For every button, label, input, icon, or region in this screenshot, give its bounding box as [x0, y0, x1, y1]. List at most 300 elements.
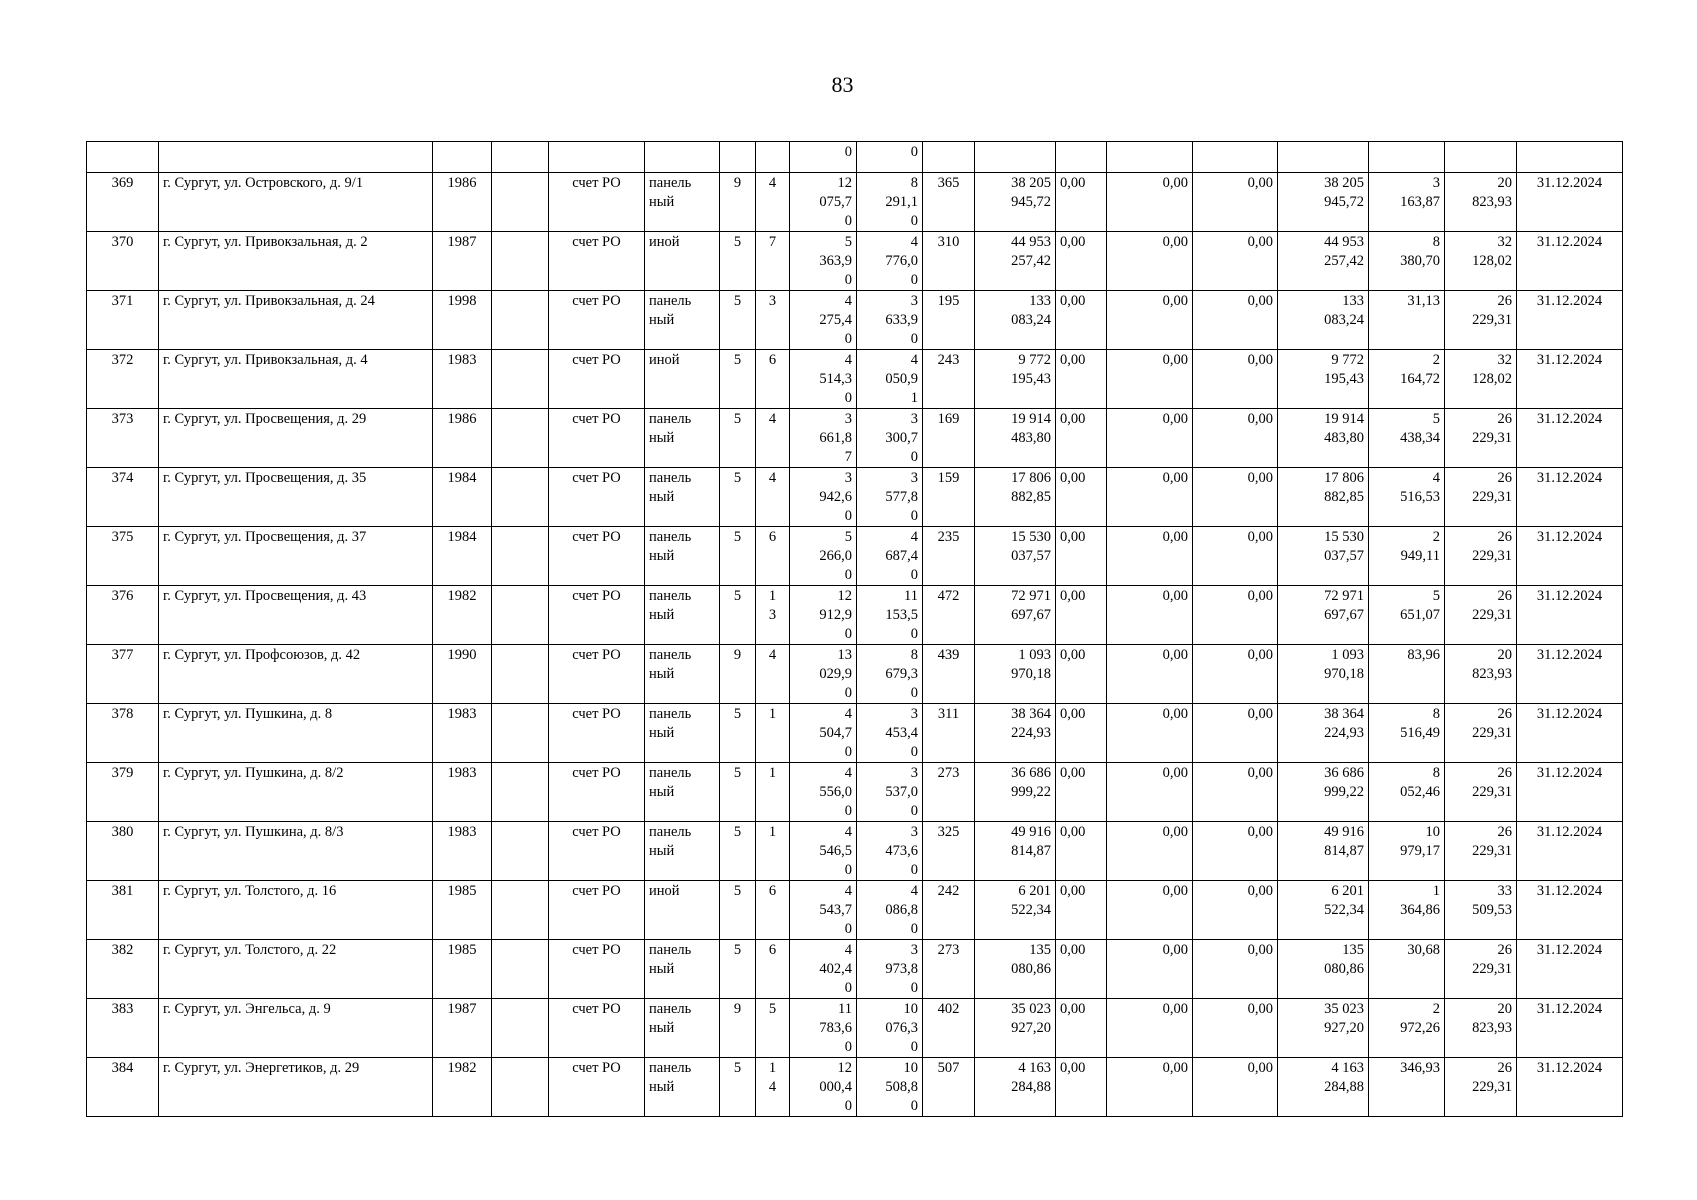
local-funds-cell: 0,00	[1193, 999, 1278, 1058]
floors-cell: 5	[720, 468, 756, 527]
entrances-cell: 6	[756, 527, 790, 586]
deadline-cell: 31.12.2024	[1517, 881, 1623, 940]
fund-method-cell: счет РО	[549, 822, 645, 881]
living-area-cell: 4 050,9 1	[857, 350, 923, 409]
entrances-cell: 6	[756, 881, 790, 940]
cost-per-sqm-cell: 5 438,34	[1369, 409, 1445, 468]
year-built-cell: 1986	[433, 409, 492, 468]
regional-funds-cell: 0,00	[1107, 763, 1193, 822]
blank-cell	[492, 645, 549, 704]
cost-per-sqm-cell: 30,68	[1369, 940, 1445, 999]
total-cost-cell: 19 914 483,80	[975, 409, 1056, 468]
deadline-cell: 31.12.2024	[1517, 704, 1623, 763]
total-area-cell: 4 514,3 0	[790, 350, 857, 409]
wall-material-cell: панель ный	[645, 704, 720, 763]
blank-cell	[492, 409, 549, 468]
federal-funds-cell: 0,00	[1056, 409, 1107, 468]
blank-cell	[492, 999, 549, 1058]
max-cost-cell: 33 509,53	[1445, 881, 1517, 940]
address-cell: г. Сургут, ул. Просвещения, д. 43	[159, 586, 433, 645]
cost-per-sqm-cell: 8 516,49	[1369, 704, 1445, 763]
federal-funds-cell: 0,00	[1056, 173, 1107, 232]
deadline-cell: 31.12.2024	[1517, 999, 1623, 1058]
owner-funds-cell	[1278, 142, 1369, 173]
wall-material-cell: панель ный	[645, 527, 720, 586]
year-built-cell: 1985	[433, 940, 492, 999]
floors-cell: 5	[720, 350, 756, 409]
local-funds-cell: 0,00	[1193, 1058, 1278, 1117]
year-built-cell: 1983	[433, 763, 492, 822]
year-built-cell: 1983	[433, 704, 492, 763]
max-cost-cell: 26 229,31	[1445, 586, 1517, 645]
regional-funds-cell: 0,00	[1107, 704, 1193, 763]
table-row	[87, 173, 1623, 232]
living-area-cell: 4 086,8 0	[857, 881, 923, 940]
regional-funds-cell: 0,00	[1107, 409, 1193, 468]
blank-cell	[492, 940, 549, 999]
total-area-cell: 12 075,7 0	[790, 173, 857, 232]
living-area-cell: 3 453,4 0	[857, 704, 923, 763]
address-cell	[159, 142, 433, 173]
total-cost-cell: 72 971 697,67	[975, 586, 1056, 645]
deadline-cell: 31.12.2024	[1517, 291, 1623, 350]
entrances-cell: 1	[756, 822, 790, 881]
living-area-cell: 8 291,1 0	[857, 173, 923, 232]
local-funds-cell: 0,00	[1193, 350, 1278, 409]
max-cost-cell: 32 128,02	[1445, 232, 1517, 291]
floors-cell: 5	[720, 940, 756, 999]
living-area-cell: 10 076,3 0	[857, 999, 923, 1058]
address-cell: г. Сургут, ул. Пушкина, д. 8/2	[159, 763, 433, 822]
federal-funds-cell: 0,00	[1056, 940, 1107, 999]
owner-funds-cell: 6 201 522,34	[1278, 881, 1369, 940]
total-area-cell: 4 275,4 0	[790, 291, 857, 350]
address-cell: г. Сургут, ул. Профсоюзов, д. 42	[159, 645, 433, 704]
living-area-cell: 3 537,0 0	[857, 763, 923, 822]
total-cost-cell: 133 083,24	[975, 291, 1056, 350]
regional-funds-cell: 0,00	[1107, 881, 1193, 940]
residents-cell: 311	[923, 704, 975, 763]
total-area-cell: 0	[790, 142, 857, 173]
table-row	[87, 704, 1623, 763]
row-number-cell	[87, 142, 159, 173]
local-funds-cell	[1193, 142, 1278, 173]
row-number-cell: 382	[87, 940, 159, 999]
row-number-cell: 373	[87, 409, 159, 468]
wall-material-cell: панель ный	[645, 940, 720, 999]
blank-cell	[492, 763, 549, 822]
cost-per-sqm-cell: 1 364,86	[1369, 881, 1445, 940]
total-area-cell: 4 543,7 0	[790, 881, 857, 940]
owner-funds-cell: 35 023 927,20	[1278, 999, 1369, 1058]
local-funds-cell: 0,00	[1193, 645, 1278, 704]
regional-funds-cell: 0,00	[1107, 645, 1193, 704]
row-number-cell: 384	[87, 1058, 159, 1117]
max-cost-cell: 26 229,31	[1445, 409, 1517, 468]
wall-material-cell: панель ный	[645, 468, 720, 527]
wall-material-cell	[645, 142, 720, 173]
fund-method-cell: счет РО	[549, 232, 645, 291]
table-row	[87, 350, 1623, 409]
row-number-cell: 375	[87, 527, 159, 586]
living-area-cell: 0	[857, 142, 923, 173]
max-cost-cell: 20 823,93	[1445, 173, 1517, 232]
residents-cell: 235	[923, 527, 975, 586]
owner-funds-cell: 15 530 037,57	[1278, 527, 1369, 586]
regional-funds-cell: 0,00	[1107, 173, 1193, 232]
deadline-cell: 31.12.2024	[1517, 350, 1623, 409]
deadline-cell: 31.12.2024	[1517, 940, 1623, 999]
entrances-cell: 5	[756, 999, 790, 1058]
total-area-cell: 5 363,9 0	[790, 232, 857, 291]
fund-method-cell: счет РО	[549, 350, 645, 409]
total-cost-cell: 35 023 927,20	[975, 999, 1056, 1058]
table-row	[87, 468, 1623, 527]
floors-cell: 5	[720, 291, 756, 350]
entrances-cell: 1	[756, 763, 790, 822]
total-area-cell: 13 029,9 0	[790, 645, 857, 704]
regional-funds-cell: 0,00	[1107, 291, 1193, 350]
floors-cell: 5	[720, 822, 756, 881]
cost-per-sqm-cell: 2 949,11	[1369, 527, 1445, 586]
total-cost-cell: 6 201 522,34	[975, 881, 1056, 940]
total-area-cell: 4 402,4 0	[790, 940, 857, 999]
floors-cell	[720, 142, 756, 173]
entrances-cell: 4	[756, 173, 790, 232]
owner-funds-cell: 17 806 882,85	[1278, 468, 1369, 527]
owner-funds-cell: 36 686 999,22	[1278, 763, 1369, 822]
total-cost-cell: 135 080,86	[975, 940, 1056, 999]
fund-method-cell: счет РО	[549, 468, 645, 527]
blank-cell	[492, 881, 549, 940]
owner-funds-cell: 72 971 697,67	[1278, 586, 1369, 645]
row-number-cell: 379	[87, 763, 159, 822]
max-cost-cell: 32 128,02	[1445, 350, 1517, 409]
deadline-cell: 31.12.2024	[1517, 586, 1623, 645]
row-number-cell: 377	[87, 645, 159, 704]
row-number-cell: 378	[87, 704, 159, 763]
blank-cell	[492, 822, 549, 881]
wall-material-cell: иной	[645, 881, 720, 940]
total-area-cell: 3 661,8 7	[790, 409, 857, 468]
residents-cell: 472	[923, 586, 975, 645]
table-row	[87, 586, 1623, 645]
fund-method-cell: счет РО	[549, 173, 645, 232]
table-row	[87, 527, 1623, 586]
table-row	[87, 232, 1623, 291]
federal-funds-cell: 0,00	[1056, 468, 1107, 527]
year-built-cell: 1987	[433, 999, 492, 1058]
local-funds-cell: 0,00	[1193, 232, 1278, 291]
row-number-cell: 371	[87, 291, 159, 350]
residents-cell: 273	[923, 940, 975, 999]
federal-funds-cell: 0,00	[1056, 1058, 1107, 1117]
owner-funds-cell: 38 364 224,93	[1278, 704, 1369, 763]
floors-cell: 9	[720, 999, 756, 1058]
blank-cell	[492, 232, 549, 291]
year-built-cell: 1998	[433, 291, 492, 350]
federal-funds-cell	[1056, 142, 1107, 173]
blank-cell	[492, 468, 549, 527]
deadline-cell: 31.12.2024	[1517, 527, 1623, 586]
wall-material-cell: иной	[645, 350, 720, 409]
regional-funds-cell: 0,00	[1107, 940, 1193, 999]
owner-funds-cell: 9 772 195,43	[1278, 350, 1369, 409]
fund-method-cell: счет РО	[549, 763, 645, 822]
residents-cell: 159	[923, 468, 975, 527]
owner-funds-cell: 38 205 945,72	[1278, 173, 1369, 232]
living-area-cell: 10 508,8 0	[857, 1058, 923, 1117]
local-funds-cell: 0,00	[1193, 409, 1278, 468]
deadline-cell: 31.12.2024	[1517, 645, 1623, 704]
total-area-cell: 12 912,9 0	[790, 586, 857, 645]
entrances-cell: 1	[756, 704, 790, 763]
address-cell: г. Сургут, ул. Пушкина, д. 8/3	[159, 822, 433, 881]
table-row	[87, 940, 1623, 999]
cost-per-sqm-cell: 8 052,46	[1369, 763, 1445, 822]
total-cost-cell: 44 953 257,42	[975, 232, 1056, 291]
entrances-cell: 1 4	[756, 1058, 790, 1117]
max-cost-cell: 26 229,31	[1445, 940, 1517, 999]
residents-cell: 365	[923, 173, 975, 232]
total-cost-cell: 38 364 224,93	[975, 704, 1056, 763]
cost-per-sqm-cell: 8 380,70	[1369, 232, 1445, 291]
local-funds-cell: 0,00	[1193, 291, 1278, 350]
regional-funds-cell	[1107, 142, 1193, 173]
federal-funds-cell: 0,00	[1056, 291, 1107, 350]
total-cost-cell: 9 772 195,43	[975, 350, 1056, 409]
cost-per-sqm-cell: 83,96	[1369, 645, 1445, 704]
address-cell: г. Сургут, ул. Привокзальная, д. 24	[159, 291, 433, 350]
entrances-cell: 6	[756, 940, 790, 999]
living-area-cell: 8 679,3 0	[857, 645, 923, 704]
address-cell: г. Сургут, ул. Просвещения, д. 37	[159, 527, 433, 586]
floors-cell: 5	[720, 586, 756, 645]
local-funds-cell: 0,00	[1193, 940, 1278, 999]
local-funds-cell: 0,00	[1193, 881, 1278, 940]
floors-cell: 5	[720, 1058, 756, 1117]
entrances-cell: 3	[756, 291, 790, 350]
living-area-cell: 3 577,8 0	[857, 468, 923, 527]
cost-per-sqm-cell	[1369, 142, 1445, 173]
year-built-cell: 1986	[433, 173, 492, 232]
entrances-cell: 1 3	[756, 586, 790, 645]
table-row	[87, 881, 1623, 940]
total-cost-cell: 17 806 882,85	[975, 468, 1056, 527]
federal-funds-cell: 0,00	[1056, 645, 1107, 704]
federal-funds-cell: 0,00	[1056, 763, 1107, 822]
floors-cell: 5	[720, 527, 756, 586]
federal-funds-cell: 0,00	[1056, 232, 1107, 291]
total-cost-cell	[975, 142, 1056, 173]
total-area-cell: 11 783,6 0	[790, 999, 857, 1058]
row-number-cell: 380	[87, 822, 159, 881]
total-cost-cell: 15 530 037,57	[975, 527, 1056, 586]
federal-funds-cell: 0,00	[1056, 822, 1107, 881]
wall-material-cell: панель ный	[645, 586, 720, 645]
deadline-cell: 31.12.2024	[1517, 468, 1623, 527]
address-cell: г. Сургут, ул. Толстого, д. 22	[159, 940, 433, 999]
residents-cell: 310	[923, 232, 975, 291]
owner-funds-cell: 44 953 257,42	[1278, 232, 1369, 291]
table-row	[87, 1058, 1623, 1117]
fund-method-cell: счет РО	[549, 704, 645, 763]
blank-cell	[492, 527, 549, 586]
entrances-cell: 4	[756, 468, 790, 527]
floors-cell: 5	[720, 409, 756, 468]
total-cost-cell: 49 916 814,87	[975, 822, 1056, 881]
wall-material-cell: панель ный	[645, 1058, 720, 1117]
total-cost-cell: 1 093 970,18	[975, 645, 1056, 704]
deadline-cell: 31.12.2024	[1517, 409, 1623, 468]
fund-method-cell: счет РО	[549, 527, 645, 586]
regional-funds-cell: 0,00	[1107, 586, 1193, 645]
year-built-cell: 1984	[433, 527, 492, 586]
row-number-cell: 381	[87, 881, 159, 940]
wall-material-cell: панель ный	[645, 173, 720, 232]
regional-funds-cell: 0,00	[1107, 232, 1193, 291]
address-cell: г. Сургут, ул. Энергетиков, д. 29	[159, 1058, 433, 1117]
living-area-cell: 4 776,0 0	[857, 232, 923, 291]
year-built-cell: 1983	[433, 350, 492, 409]
federal-funds-cell: 0,00	[1056, 350, 1107, 409]
max-cost-cell: 26 229,31	[1445, 291, 1517, 350]
total-cost-cell: 4 163 284,88	[975, 1058, 1056, 1117]
total-area-cell: 12 000,4 0	[790, 1058, 857, 1117]
federal-funds-cell: 0,00	[1056, 586, 1107, 645]
local-funds-cell: 0,00	[1193, 586, 1278, 645]
wall-material-cell: панель ный	[645, 999, 720, 1058]
total-cost-cell: 36 686 999,22	[975, 763, 1056, 822]
table-row	[87, 409, 1623, 468]
year-built-cell: 1985	[433, 881, 492, 940]
max-cost-cell: 26 229,31	[1445, 527, 1517, 586]
entrances-cell	[756, 142, 790, 173]
owner-funds-cell: 4 163 284,88	[1278, 1058, 1369, 1117]
owner-funds-cell: 133 083,24	[1278, 291, 1369, 350]
blank-cell	[492, 1058, 549, 1117]
cost-per-sqm-cell: 10 979,17	[1369, 822, 1445, 881]
residents-cell	[923, 142, 975, 173]
fund-method-cell: счет РО	[549, 645, 645, 704]
fund-method-cell: счет РО	[549, 1058, 645, 1117]
max-cost-cell	[1445, 142, 1517, 173]
owner-funds-cell: 1 093 970,18	[1278, 645, 1369, 704]
max-cost-cell: 20 823,93	[1445, 645, 1517, 704]
row-number-cell: 372	[87, 350, 159, 409]
address-cell: г. Сургут, ул. Энгельса, д. 9	[159, 999, 433, 1058]
cost-per-sqm-cell: 2 164,72	[1369, 350, 1445, 409]
regional-funds-cell: 0,00	[1107, 468, 1193, 527]
regional-funds-cell: 0,00	[1107, 1058, 1193, 1117]
blank-cell	[492, 586, 549, 645]
floors-cell: 5	[720, 881, 756, 940]
floors-cell: 9	[720, 645, 756, 704]
deadline-cell: 31.12.2024	[1517, 1058, 1623, 1117]
owner-funds-cell: 19 914 483,80	[1278, 409, 1369, 468]
regional-funds-cell: 0,00	[1107, 999, 1193, 1058]
owner-funds-cell: 135 080,86	[1278, 940, 1369, 999]
blank-cell	[492, 291, 549, 350]
cost-per-sqm-cell: 3 163,87	[1369, 173, 1445, 232]
address-cell: г. Сургут, ул. Пушкина, д. 8	[159, 704, 433, 763]
fund-method-cell: счет РО	[549, 881, 645, 940]
total-area-cell: 4 504,7 0	[790, 704, 857, 763]
table-row	[87, 645, 1623, 704]
row-number-cell: 369	[87, 173, 159, 232]
blank-cell	[492, 704, 549, 763]
year-built-cell: 1983	[433, 822, 492, 881]
wall-material-cell: панель ный	[645, 763, 720, 822]
residents-cell: 439	[923, 645, 975, 704]
cost-per-sqm-cell: 4 516,53	[1369, 468, 1445, 527]
residents-cell: 195	[923, 291, 975, 350]
max-cost-cell: 26 229,31	[1445, 468, 1517, 527]
year-built-cell: 1987	[433, 232, 492, 291]
living-area-cell: 4 687,4 0	[857, 527, 923, 586]
living-area-cell: 3 300,7 0	[857, 409, 923, 468]
floors-cell: 5	[720, 232, 756, 291]
total-cost-cell: 38 205 945,72	[975, 173, 1056, 232]
address-cell: г. Сургут, ул. Привокзальная, д. 2	[159, 232, 433, 291]
fund-method-cell: счет РО	[549, 291, 645, 350]
year-built-cell: 1982	[433, 586, 492, 645]
table-row	[87, 999, 1623, 1058]
local-funds-cell: 0,00	[1193, 527, 1278, 586]
floors-cell: 5	[720, 763, 756, 822]
total-area-cell: 5 266,0 0	[790, 527, 857, 586]
fund-method-cell	[549, 142, 645, 173]
blank-cell	[492, 350, 549, 409]
wall-material-cell: панель ный	[645, 291, 720, 350]
cost-per-sqm-cell: 31,13	[1369, 291, 1445, 350]
residents-cell: 325	[923, 822, 975, 881]
max-cost-cell: 26 229,31	[1445, 1058, 1517, 1117]
living-area-cell: 3 473,6 0	[857, 822, 923, 881]
residents-cell: 402	[923, 999, 975, 1058]
year-built-cell: 1982	[433, 1058, 492, 1117]
local-funds-cell: 0,00	[1193, 468, 1278, 527]
wall-material-cell: иной	[645, 232, 720, 291]
housing-register-table	[86, 141, 1623, 1117]
row-number-cell: 376	[87, 586, 159, 645]
total-area-cell: 4 546,5 0	[790, 822, 857, 881]
fund-method-cell: счет РО	[549, 999, 645, 1058]
regional-funds-cell: 0,00	[1107, 350, 1193, 409]
deadline-cell: 31.12.2024	[1517, 232, 1623, 291]
local-funds-cell: 0,00	[1193, 763, 1278, 822]
fund-method-cell: счет РО	[549, 940, 645, 999]
year-built-cell	[433, 142, 492, 173]
living-area-cell: 11 153,5 0	[857, 586, 923, 645]
max-cost-cell: 26 229,31	[1445, 763, 1517, 822]
blank-cell	[492, 173, 549, 232]
federal-funds-cell: 0,00	[1056, 527, 1107, 586]
cost-per-sqm-cell: 5 651,07	[1369, 586, 1445, 645]
max-cost-cell: 20 823,93	[1445, 999, 1517, 1058]
total-area-cell: 4 556,0 0	[790, 763, 857, 822]
address-cell: г. Сургут, ул. Толстого, д. 16	[159, 881, 433, 940]
max-cost-cell: 26 229,31	[1445, 704, 1517, 763]
local-funds-cell: 0,00	[1193, 173, 1278, 232]
wall-material-cell: панель ный	[645, 409, 720, 468]
wall-material-cell: панель ный	[645, 822, 720, 881]
fund-method-cell: счет РО	[549, 409, 645, 468]
regional-funds-cell: 0,00	[1107, 527, 1193, 586]
year-built-cell: 1990	[433, 645, 492, 704]
entrances-cell: 4	[756, 645, 790, 704]
federal-funds-cell: 0,00	[1056, 999, 1107, 1058]
